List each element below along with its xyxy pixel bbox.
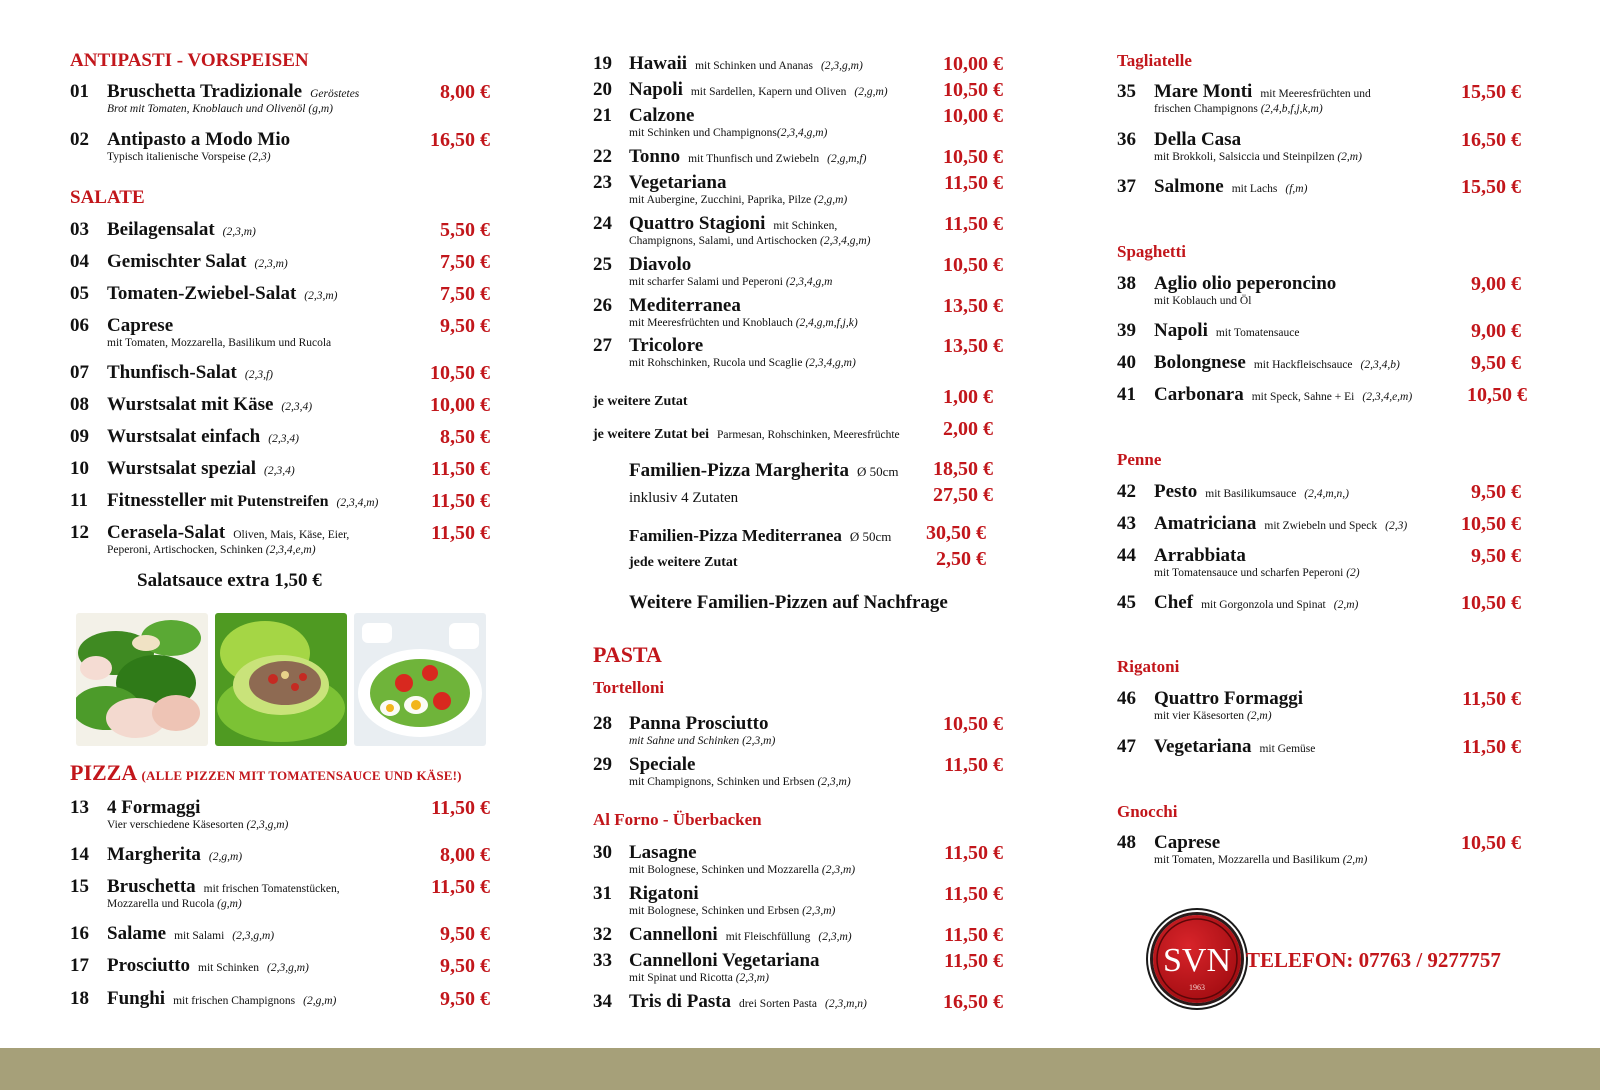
menu-item-12: 12 Cerasela-Salat Oliven, Mais, Käse, Eier, Peperoni, Artischocken, Schinken (2,3,4,e,m) 11,50 €	[70, 522, 490, 556]
price: 15,50 €	[1461, 81, 1521, 103]
price: 8,00 €	[440, 844, 490, 866]
menu-item-21: 21 Calzone mit Schinken und Champignons(2,3,4,g,m) 10,00 €	[593, 105, 1003, 139]
menu-item-47: 47 Vegetariana mit Gemüse 11,50 €	[1117, 736, 1521, 758]
menu-item-17: 17 Prosciutto mit Schinken (2,3,g,m) 9,50 €	[70, 955, 490, 977]
menu-item-45: 45 Chef mit Gorgonzola und Spinat (2,m) 10,50 €	[1117, 592, 1521, 614]
menu-item-46: 46 Quattro Formaggi mit vier Käsesorten (2,m) 11,50 €	[1117, 688, 1521, 722]
price: 16,50 €	[1461, 129, 1521, 151]
menu-item-02: 02 Antipasto a Modo Mio Typisch italienische Vorspeise (2,3) 16,50 €	[70, 129, 490, 163]
menu-item-29: 29 Speciale mit Champignons, Schinken und Erbsen (2,3,m) 11,50 €	[593, 754, 1003, 788]
price: 11,50 €	[1462, 688, 1521, 710]
menu-item-36: 36 Della Casa mit Brokkoli, Salsiccia und Steinpilzen (2,m) 16,50 €	[1117, 129, 1521, 163]
price: 11,50 €	[431, 876, 490, 898]
price: 7,50 €	[440, 283, 490, 305]
menu-item-18: 18 Funghi mit frischen Champignons (2,g,m) 9,50 €	[70, 988, 490, 1010]
menu-item-10: 10 Wurstsalat spezial (2,3,4) 11,50 €	[70, 458, 490, 480]
menu-item-37: 37 Salmone mit Lachs (f,m) 15,50 €	[1117, 176, 1521, 198]
price: 10,00 €	[430, 394, 490, 416]
price: 11,50 €	[944, 950, 1003, 972]
price: 13,50 €	[943, 295, 1003, 317]
price: 10,50 €	[943, 146, 1003, 168]
price: 10,50 €	[943, 713, 1003, 735]
price: 11,50 €	[944, 883, 1003, 905]
menu-item-09: 09 Wurstsalat einfach (2,3,4) 8,50 €	[70, 426, 490, 448]
price: 10,50 €	[430, 362, 490, 384]
menu-item-15: 15 Bruschetta mit frischen Tomatenstücken, Mozzarella und Rucola (g,m) 11,50 €	[70, 876, 490, 910]
salad-photo-egg-tomato	[354, 613, 486, 746]
menu-item-16: 16 Salame mit Salami (2,3,g,m) 9,50 €	[70, 923, 490, 945]
price: 8,50 €	[440, 426, 490, 448]
menu-item-06: 06 Caprese mit Tomaten, Mozzarella, Basilikum und Rucola 9,50 €	[70, 315, 490, 349]
family-pizza-margherita-sub: inklusiv 4 Zutaten	[629, 490, 739, 506]
price: 10,50 €	[943, 254, 1003, 276]
price: 11,50 €	[944, 924, 1003, 946]
menu-item-14: 14 Margherita (2,g,m) 8,00 €	[70, 844, 490, 866]
family-pizza-more: Weitere Familien-Pizzen auf Nachfrage	[629, 592, 948, 613]
menu-item-31: 31 Rigatoni mit Bolognese, Schinken und Erbsen (2,3,m) 11,50 €	[593, 883, 1003, 917]
salad-sauce-extra: Salatsauce extra 1,50 €	[137, 570, 322, 591]
price: 9,00 €	[1471, 320, 1521, 342]
section-heading-antipasti: ANTIPASTI - VORSPEISEN	[70, 50, 309, 71]
menu-item-32: 32 Cannelloni mit Fleischfüllung (2,3,m) 11,50 €	[593, 924, 1003, 946]
svn-logo	[1153, 915, 1241, 1003]
price: 9,50 €	[440, 955, 490, 977]
menu-item-43: 43 Amatriciana mit Zwiebeln und Speck (2,3) 10,50 €	[1117, 513, 1521, 535]
price: 13,50 €	[943, 335, 1003, 357]
price: 10,50 €	[943, 79, 1003, 101]
price: 9,50 €	[1471, 352, 1521, 374]
menu-item-27: 27 Tricolore mit Rohschinken, Rucola und Scaglie (2,3,4,g,m) 13,50 €	[593, 335, 1003, 369]
menu-item-13: 13 4 Formaggi Vier verschiedene Käsesorten (2,3,g,m) 11,50 €	[70, 797, 490, 831]
price: 9,50 €	[440, 988, 490, 1010]
phone-number: TELEFON: 07763 / 9277757	[1246, 948, 1501, 972]
menu-item-23: 23 Vegetariana mit Aubergine, Zucchini, Paprika, Pilze (2,g,m) 11,50 €	[593, 172, 1003, 206]
price: 8,00 €	[440, 81, 490, 103]
subsection-heading-spaghetti: Spaghetti	[1117, 242, 1186, 261]
price: 9,50 €	[440, 923, 490, 945]
subsection-heading-rigatoni: Rigatoni	[1117, 657, 1180, 676]
menu-item-48: 48 Caprese mit Tomaten, Mozzarella und Basilikum (2,m) 10,50 €	[1117, 832, 1521, 866]
price: 10,00 €	[943, 105, 1003, 127]
bottom-band	[0, 1048, 1600, 1090]
menu-item-22: 22 Tonno mit Thunfisch und Zwiebeln (2,g,m,f) 10,50 €	[593, 146, 1003, 168]
menu-item-19: 19 Hawaii mit Schinken und Ananas (2,3,g,m) 10,00 €	[593, 53, 1003, 75]
price: 10,50 €	[1461, 513, 1521, 535]
menu-item-08: 08 Wurstsalat mit Käse (2,3,4) 10,00 €	[70, 394, 490, 416]
menu-item-39: 39 Napoli mit Tomatensauce 9,00 €	[1117, 320, 1521, 342]
price: 11,50 €	[431, 797, 490, 819]
menu-item-30: 30 Lasagne mit Bolognese, Schinken und Mozzarella (2,3,m) 11,50 €	[593, 842, 1003, 876]
salad-photo-tuna-lettuce	[215, 613, 347, 746]
section-heading-pasta: PASTA	[593, 642, 662, 667]
subsection-heading-al-forno: Al Forno - Überbacken	[593, 810, 762, 829]
menu-column-middle	[593, 0, 1013, 1048]
family-pizza-mediterranea-price: 30,50 €	[926, 522, 986, 544]
menu-item-28: 28 Panna Prosciutto mit Sahne und Schinken (2,3,m) 10,50 €	[593, 713, 1003, 747]
menu-item-40: 40 Bolongnese mit Hackfleischsauce (2,3,4,b) 9,50 €	[1117, 352, 1521, 374]
price: 11,50 €	[944, 172, 1003, 194]
family-pizza-mediterranea: Familien-Pizza Mediterranea Ø 50cm	[629, 526, 892, 545]
menu-item-42: 42 Pesto mit Basilikumsauce (2,4,m,n,) 9,50 €	[1117, 481, 1521, 503]
menu-item-44: 44 Arrabbiata mit Tomatensauce und scharfen Peperoni (2) 9,50 €	[1117, 545, 1521, 579]
menu-item-11: 11 Fitnessteller mit Putenstreifen (2,3,4,m) 11,50 €	[70, 490, 490, 512]
price: 11,50 €	[431, 522, 490, 544]
menu-item-05: 05 Tomaten-Zwiebel-Salat (2,3,m) 7,50 €	[70, 283, 490, 305]
price: 9,50 €	[1471, 481, 1521, 503]
extra-topping-price: 1,00 €	[943, 386, 993, 408]
svg-text:1963: 1963	[1189, 983, 1205, 992]
subsection-heading-gnocchi: Gnocchi	[1117, 802, 1178, 821]
menu-item-07: 07 Thunfisch-Salat (2,3,f) 10,50 €	[70, 362, 490, 384]
family-pizza-mediterranea-sub-price: 2,50 €	[936, 548, 986, 570]
menu-item-35: 35 Mare Monti mit Meeresfrüchten und frischen Champignons (2,4,b,f,j,k,m) 15,50 €	[1117, 81, 1521, 115]
price: 16,50 €	[943, 991, 1003, 1013]
menu-item-26: 26 Mediterranea mit Meeresfrüchten und Knoblauch (2,4,g,m,f,j,k) 13,50 €	[593, 295, 1003, 329]
section-heading-salate: SALATE	[70, 187, 145, 208]
price: 9,50 €	[440, 315, 490, 337]
price: 11,50 €	[431, 490, 490, 512]
price: 5,50 €	[440, 219, 490, 241]
price: 11,50 €	[1462, 736, 1521, 758]
price: 11,50 €	[944, 842, 1003, 864]
section-heading-pizza: PIZZA (ALLE PIZZEN MIT TOMATENSAUCE UND KÄSE!)	[70, 760, 462, 785]
menu-column-left	[70, 0, 500, 1048]
extra-topping: je weitere Zutat	[593, 394, 688, 409]
price: 10,50 €	[1461, 832, 1521, 854]
subsection-heading-tagliatelle: Tagliatelle	[1117, 51, 1192, 70]
menu-item-41: 41 Carbonara mit Speck, Sahne + Ei (2,3,4,e,m) 10,50 €	[1117, 384, 1527, 406]
subsection-heading-penne: Penne	[1117, 450, 1162, 469]
price: 11,50 €	[944, 754, 1003, 776]
menu-column-right	[1117, 0, 1537, 1048]
menu-item-25: 25 Diavolo mit scharfer Salami und Peperoni (2,3,4,g,m 10,50 €	[593, 254, 1003, 288]
menu-item-33: 33 Cannelloni Vegetariana mit Spinat und Ricotta (2,3,m) 11,50 €	[593, 950, 1003, 984]
salad-photo-ham-spinach	[76, 613, 208, 746]
family-pizza-margherita-sub-price: 27,50 €	[933, 484, 993, 506]
price: 10,50 €	[1467, 384, 1527, 406]
family-pizza-margherita-price: 18,50 €	[933, 458, 993, 480]
price: 11,50 €	[431, 458, 490, 480]
price: 9,00 €	[1471, 273, 1521, 295]
family-pizza-margherita: Familien-Pizza Margherita Ø 50cm	[629, 460, 899, 481]
extra-topping-premium-price: 2,00 €	[943, 418, 993, 440]
extra-topping-premium: je weitere Zutat bei Parmesan, Rohschinken, Meeresfrüchte	[593, 427, 900, 442]
menu-item-01: 01 Bruschetta Tradizionale Geröstetes Brot mit Tomaten, Knoblauch und Olivenöl (g,m) 8,00 €	[70, 81, 490, 115]
menu-item-03: 03 Beilagensalat (2,3,m) 5,50 €	[70, 219, 490, 241]
family-pizza-mediterranea-sub: jede weitere Zutat	[629, 555, 738, 570]
price: 9,50 €	[1471, 545, 1521, 567]
menu-item-24: 24 Quattro Stagioni mit Schinken, Champignons, Salami, und Artischocken (2,3,4,g,m) 11,50 €	[593, 213, 1003, 247]
menu-item-34: 34 Tris di Pasta drei Sorten Pasta (2,3,m,n) 16,50 €	[593, 991, 1003, 1013]
price: 11,50 €	[944, 213, 1003, 235]
price: 10,00 €	[943, 53, 1003, 75]
menu-item-20: 20 Napoli mit Sardellen, Kapern und Oliven (2,g,m) 10,50 €	[593, 79, 1003, 101]
menu-item-04: 04 Gemischter Salat (2,3,m) 7,50 €	[70, 251, 490, 273]
subsection-heading-tortelloni: Tortelloni	[593, 678, 665, 697]
price: 15,50 €	[1461, 176, 1521, 198]
svg-text:SVN: SVN	[1162, 942, 1232, 979]
menu-item-38: 38 Aglio olio peperoncino mit Koblauch und Öl 9,00 €	[1117, 273, 1521, 307]
price: 16,50 €	[430, 129, 490, 151]
price: 7,50 €	[440, 251, 490, 273]
price: 10,50 €	[1461, 592, 1521, 614]
